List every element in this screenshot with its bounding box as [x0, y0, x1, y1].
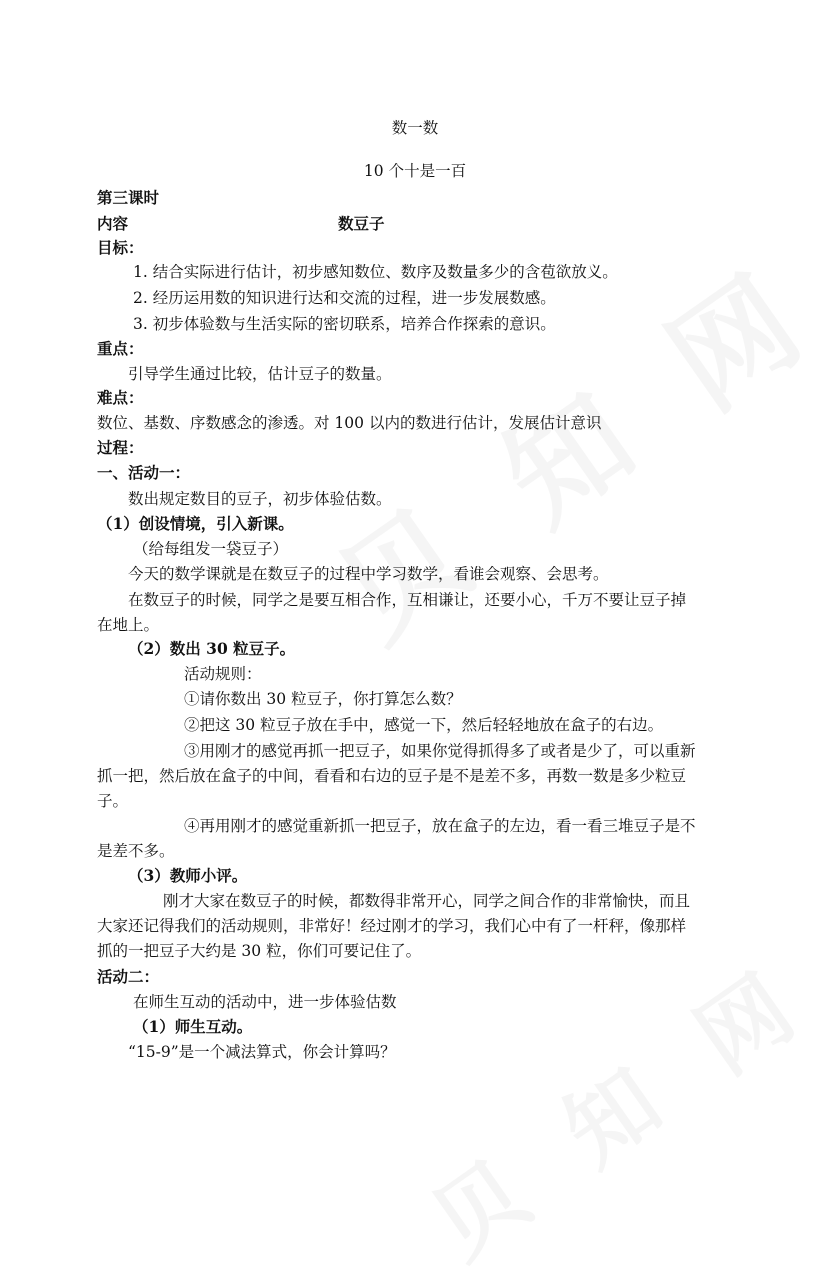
activity1-step1-note: （给每组发一袋豆子） — [133, 540, 289, 558]
key-text: 引导学生通过比较，估计豆子的数量。 — [128, 365, 392, 383]
rule-3-line-2: 抓一把，然后放在盒子的中间，看看和右边的豆子是不是差不多，再数一数是多少粒豆 — [97, 767, 687, 785]
difficulty-text: 数位、基数、序数感念的渗透。对 100 以内的数进行估计，发展估计意识 — [97, 414, 602, 432]
activity2-paragraph-1: “15-9”是一个减法算式，你会计算吗？ — [128, 1043, 396, 1061]
review-line-2: 大家还记得我们的活动规则，非常好！经过刚才的学习，我们心中有了一杆秤，像那样 — [97, 917, 687, 935]
activity2-intro: 在师生互动的活动中，进一步体验估数 — [133, 993, 397, 1011]
activity2-step1: （1）师生互动。 — [133, 1017, 253, 1036]
key-label: 重点： — [97, 339, 144, 358]
goal-2: 2. 经历运用数的知识进行达和交流的过程，进一步发展数感。 — [133, 289, 556, 307]
activity1-step3: （3）教师小评。 — [128, 866, 248, 885]
activity1-step1: （1）创设情境，引入新课。 — [97, 514, 294, 533]
goals-label: 目标： — [97, 238, 144, 257]
difficulty-label: 难点： — [97, 388, 144, 407]
process-label: 过程： — [97, 438, 144, 457]
activity1-intro: 数出规定数目的豆子，初步体验估数。 — [128, 490, 392, 508]
activity2-heading: 活动二： — [97, 967, 160, 986]
doc-title: 数一数 — [391, 119, 439, 137]
goal-1: 1. 结合实际进行估计，初步感知数位、数序及数量多少的含苞欲放义。 — [133, 263, 618, 281]
rule-3-line-1: ③用刚才的感觉再抓一把豆子，如果你觉得抓得多了或者是少了，可以重新 — [184, 742, 696, 760]
rule-4-line-1: ④再用刚才的感觉重新抓一把豆子，放在盒子的左边，看一看三堆豆子是不 — [184, 817, 696, 835]
goal-3: 3. 初步体验数与生活实际的密切联系，培养合作探索的意识。 — [133, 315, 556, 333]
rule-4-line-2: 是差不多。 — [97, 842, 175, 860]
rules-label: 活动规则： — [184, 665, 262, 683]
doc-subtitle: 10 个十是一百 — [363, 162, 467, 180]
rule-1: ①请你数出 30 粒豆子，你打算怎么数？ — [184, 690, 462, 708]
lesson-label: 第三课时 — [97, 188, 160, 207]
content-label: 内容 — [97, 214, 129, 233]
review-line-3: 抓的一把豆子大约是 30 粒，你们可要记住了。 — [97, 942, 422, 960]
activity1-heading: 一、活动一： — [97, 463, 191, 482]
review-line-1: 刚才大家在数豆子的时候，都数得非常开心，同学之间合作的非常愉快，而且 — [163, 892, 691, 910]
content-value: 数豆子 — [338, 214, 385, 233]
activity1-step2: （2）数出 30 粒豆子。 — [128, 639, 296, 658]
rule-2: ②把这 30 粒豆子放在手中，感觉一下，然后轻轻地放在盒子的右边。 — [184, 716, 664, 734]
activity1-paragraph-2-line-2: 在地上。 — [97, 616, 160, 634]
rule-3-line-3: 子。 — [97, 792, 129, 810]
activity1-paragraph-1: 今天的数学课就是在数豆子的过程中学习数学，看谁会观察、会思考。 — [128, 565, 609, 583]
activity1-paragraph-2-line-1: 在数豆子的时候，同学之是要互相合作，互相谦让，还要小心，千万不要让豆子掉 — [128, 591, 687, 609]
